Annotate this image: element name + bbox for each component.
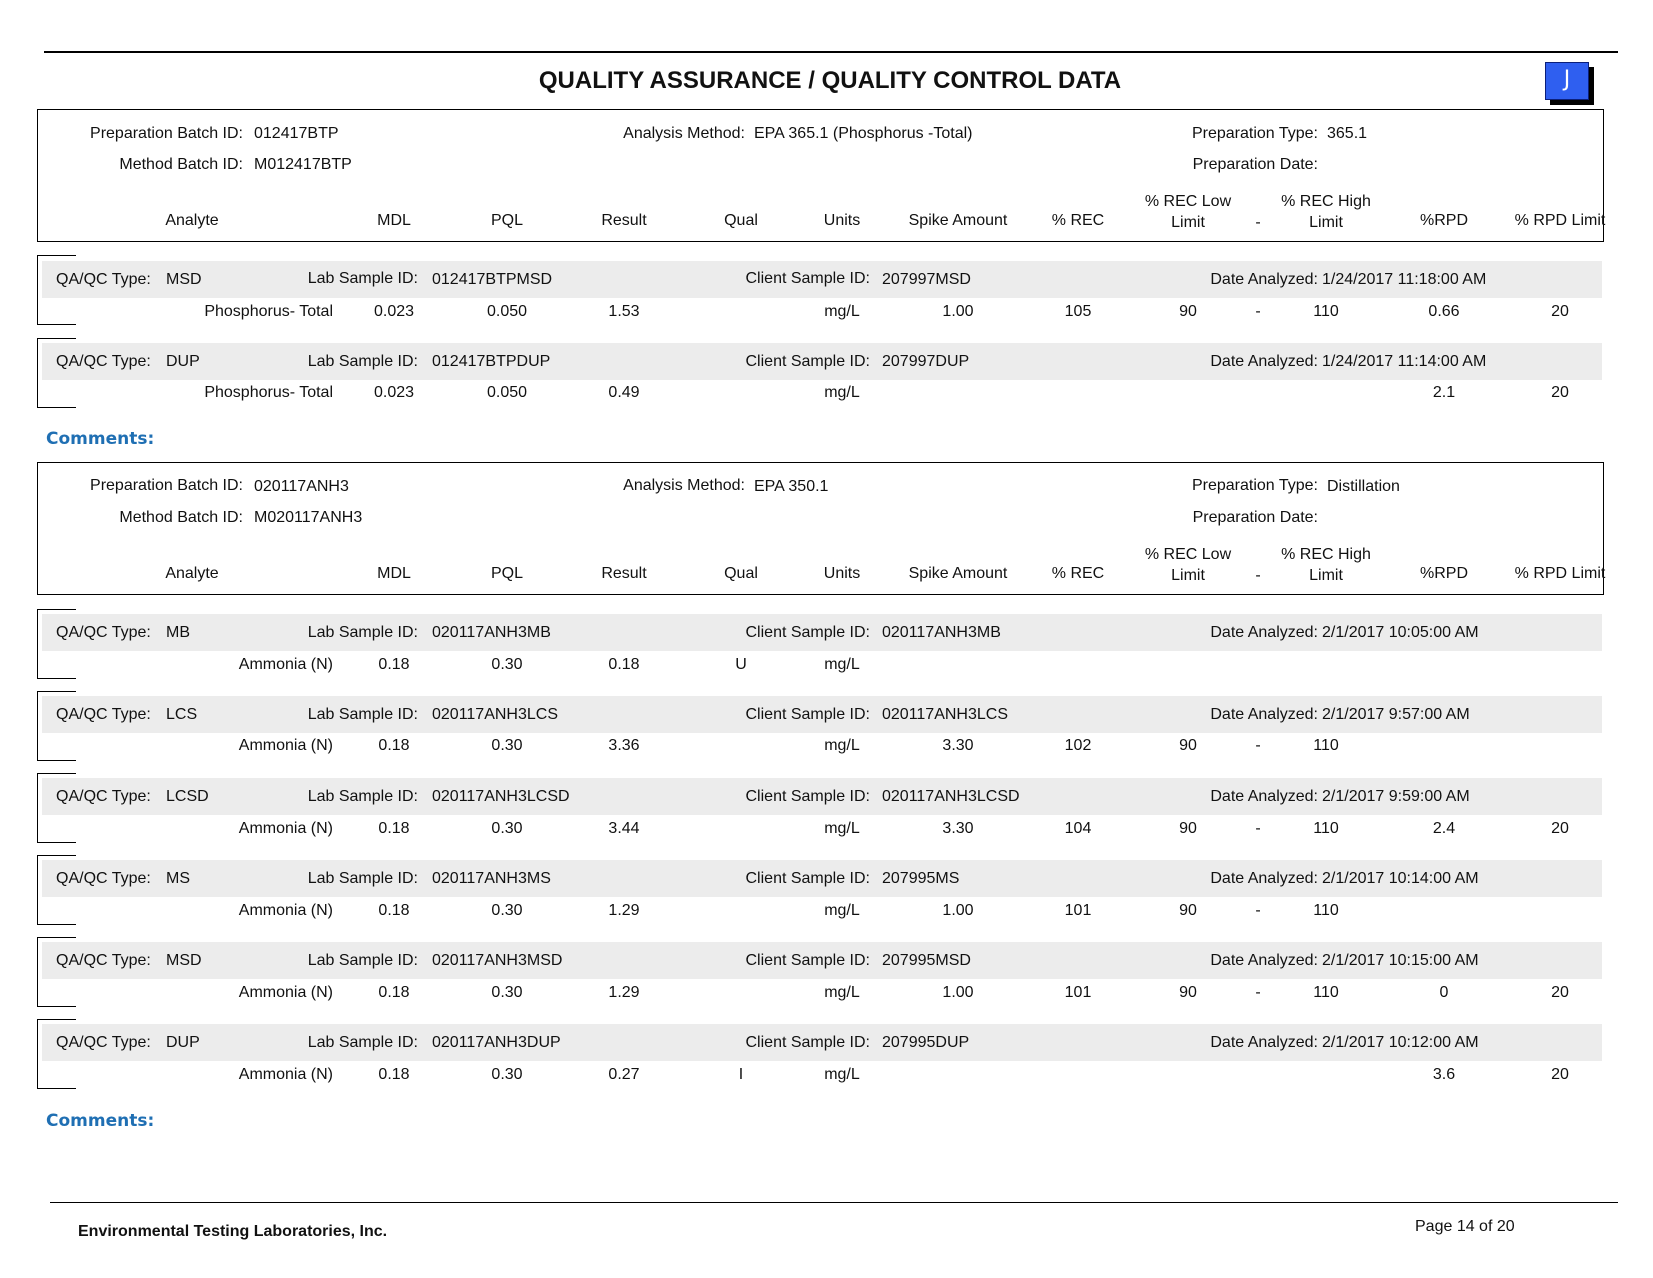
cell-qual: I xyxy=(738,1066,744,1083)
cell-units: mg/L xyxy=(824,303,860,320)
cell-rpd: 2.1 xyxy=(1432,384,1456,401)
date-analyzed-label: Date Analyzed: xyxy=(1210,788,1318,805)
cell-mdl: 0.18 xyxy=(378,820,410,837)
col-result: Result xyxy=(601,212,647,229)
cell-low: 90 xyxy=(1179,737,1197,754)
col-rpd-limit: % RPD Limit xyxy=(1514,565,1606,582)
cell-pql: 0.050 xyxy=(486,303,528,320)
cell-result: 1.53 xyxy=(608,303,640,320)
col-result: Result xyxy=(601,565,647,582)
date-analyzed-value: 1/24/2017 11:14:00 AM xyxy=(1322,353,1487,370)
prep-date-label: Preparation Date: xyxy=(1192,509,1318,526)
date-analyzed-label: Date Analyzed: xyxy=(1210,353,1318,370)
qaqc-type-label: QA/QC Type: xyxy=(56,788,151,805)
comments-label: Comments: xyxy=(46,429,155,449)
lab-sample-id-label: Lab Sample ID: xyxy=(307,1034,418,1051)
date-analyzed-value: 2/1/2017 10:05:00 AM xyxy=(1322,624,1479,641)
prep-type-label: Preparation Type: xyxy=(1191,477,1318,494)
date-analyzed-value: 2/1/2017 10:14:00 AM xyxy=(1322,870,1479,887)
client-sample-id-value: 207997MSD xyxy=(882,271,971,288)
lab-sample-id-label: Lab Sample ID: xyxy=(307,952,418,969)
col-rpd-limit: % RPD Limit xyxy=(1514,212,1606,229)
prep-type-value: 365.1 xyxy=(1327,125,1368,142)
cell-rpd-limit: 20 xyxy=(1551,303,1569,320)
top-rule xyxy=(44,51,1618,53)
cell-rec: 102 xyxy=(1064,737,1092,754)
cell-result: 1.29 xyxy=(608,984,640,1001)
cell-rec: 105 xyxy=(1064,303,1092,320)
cell-mdl: 0.18 xyxy=(378,737,410,754)
client-sample-id-label: Client Sample ID: xyxy=(745,870,870,887)
page-number: Page 14 of 20 xyxy=(1415,1218,1515,1235)
cell-spike: 1.00 xyxy=(942,984,974,1001)
client-sample-id-value: 207995DUP xyxy=(882,1034,970,1051)
cell-result: 0.27 xyxy=(608,1066,640,1083)
cell-rec: 101 xyxy=(1064,902,1092,919)
footer-rule xyxy=(50,1202,1618,1203)
prep-batch-id-label: Preparation Batch ID: xyxy=(90,125,243,142)
col-rec: % REC xyxy=(1051,212,1105,229)
col-rpd: %RPD xyxy=(1419,212,1468,229)
lab-sample-id-value: 012417BTPDUP xyxy=(432,353,551,370)
qaqc-type-value: LCSD xyxy=(166,788,209,805)
cell-pql: 0.30 xyxy=(491,656,523,673)
col-qual: Qual xyxy=(724,565,758,582)
lab-sample-id-value: 020117ANH3MSD xyxy=(432,952,563,969)
cell-low: 90 xyxy=(1179,820,1197,837)
cell-analyte: Ammonia (N) xyxy=(238,656,333,673)
client-sample-id-label: Client Sample ID: xyxy=(745,952,870,969)
lab-sample-id-value: 020117ANH3MB xyxy=(432,624,551,641)
cell-analyte: Ammonia (N) xyxy=(238,1066,333,1083)
cell-analyte: Ammonia (N) xyxy=(238,737,333,754)
prep-date-label: Preparation Date: xyxy=(1192,156,1318,173)
col-dash: - xyxy=(1255,214,1261,231)
cell-result: 0.49 xyxy=(608,384,640,401)
client-sample-id-value: 020117ANH3LCSD xyxy=(882,788,1020,805)
date-analyzed-label: Date Analyzed: xyxy=(1210,624,1318,641)
cell-rpd: 0.66 xyxy=(1428,303,1460,320)
analysis-method-label: Analysis Method: xyxy=(623,477,745,494)
cell-spike: 1.00 xyxy=(942,902,974,919)
cell-rec: 101 xyxy=(1064,984,1092,1001)
col-rec-high-2: Limit xyxy=(1309,214,1343,231)
cell-units: mg/L xyxy=(824,737,860,754)
cell-dash: - xyxy=(1255,820,1261,837)
qaqc-type-value: LCS xyxy=(166,706,198,723)
qaqc-type-label: QA/QC Type: xyxy=(56,952,151,969)
cell-rpd-limit: 20 xyxy=(1551,820,1569,837)
col-spike: Spike Amount xyxy=(908,565,1008,582)
cell-spike: 1.00 xyxy=(942,303,974,320)
analysis-method-value: EPA 365.1 (Phosphorus -Total) xyxy=(754,125,973,142)
cell-analyte: Phosphorus- Total xyxy=(204,384,333,401)
qaqc-type-label: QA/QC Type: xyxy=(56,624,151,641)
cell-dash: - xyxy=(1255,902,1261,919)
cell-qual: U xyxy=(735,656,747,673)
qaqc-type-label: QA/QC Type: xyxy=(56,353,151,370)
cell-units: mg/L xyxy=(824,902,860,919)
cell-units: mg/L xyxy=(824,384,860,401)
qaqc-type-label: QA/QC Type: xyxy=(56,870,151,887)
cell-spike: 3.30 xyxy=(942,737,974,754)
client-sample-id-value: 207995MS xyxy=(882,870,960,887)
col-mdl: MDL xyxy=(377,565,411,582)
date-analyzed-label: Date Analyzed: xyxy=(1210,271,1318,288)
cell-pql: 0.30 xyxy=(491,984,523,1001)
lab-sample-id-label: Lab Sample ID: xyxy=(307,624,418,641)
client-sample-id-label: Client Sample ID: xyxy=(745,270,870,287)
col-units: Units xyxy=(823,212,861,229)
cell-pql: 0.30 xyxy=(491,737,523,754)
date-analyzed-value: 2/1/2017 10:15:00 AM xyxy=(1322,952,1479,969)
cell-mdl: 0.18 xyxy=(378,984,410,1001)
cell-mdl: 0.023 xyxy=(373,303,415,320)
cell-result: 3.36 xyxy=(608,737,640,754)
cell-pql: 0.30 xyxy=(491,902,523,919)
client-sample-id-value: 020117ANH3MB xyxy=(882,624,1001,641)
qaqc-type-label: QA/QC Type: xyxy=(56,706,151,723)
client-sample-id-label: Client Sample ID: xyxy=(745,353,870,370)
date-analyzed-label: Date Analyzed: xyxy=(1210,870,1318,887)
cell-mdl: 0.18 xyxy=(378,902,410,919)
client-sample-id-value: 020117ANH3LCS xyxy=(882,706,1009,723)
lab-sample-id-value: 020117ANH3LCS xyxy=(432,706,559,723)
cell-units: mg/L xyxy=(824,820,860,837)
cell-analyte: Phosphorus- Total xyxy=(204,303,333,320)
method-batch-id-value: M020117ANH3 xyxy=(254,509,363,526)
col-pql: PQL xyxy=(490,565,523,582)
client-sample-id-label: Client Sample ID: xyxy=(745,1034,870,1051)
qaqc-type-value: DUP xyxy=(166,353,200,370)
lab-sample-id-label: Lab Sample ID: xyxy=(307,706,418,723)
cell-dash: - xyxy=(1255,737,1261,754)
cell-rpd: 3.6 xyxy=(1432,1066,1456,1083)
date-analyzed-value: 1/24/2017 11:18:00 AM xyxy=(1322,271,1487,288)
col-rec-high-2: Limit xyxy=(1309,567,1343,584)
col-analyte: Analyte xyxy=(165,565,219,582)
date-analyzed-value: 2/1/2017 9:57:00 AM xyxy=(1322,706,1470,723)
client-sample-id-label: Client Sample ID: xyxy=(745,788,870,805)
cell-rpd-limit: 20 xyxy=(1551,384,1569,401)
prep-type-label: Preparation Type: xyxy=(1191,125,1318,142)
prep-type-value: Distillation xyxy=(1327,478,1400,495)
method-batch-id-value: M012417BTP xyxy=(254,156,352,173)
cell-rpd: 0 xyxy=(1439,984,1449,1001)
lab-sample-id-value: 020117ANH3MS xyxy=(432,870,551,887)
col-mdl: MDL xyxy=(377,212,411,229)
lab-sample-id-label: Lab Sample ID: xyxy=(307,270,418,287)
cell-high: 110 xyxy=(1313,820,1339,837)
lab-sample-id-label: Lab Sample ID: xyxy=(307,353,418,370)
cell-analyte: Ammonia (N) xyxy=(238,902,333,919)
col-rec-low-2: Limit xyxy=(1171,567,1205,584)
cell-low: 90 xyxy=(1179,984,1197,1001)
client-sample-id-value: 207995MSD xyxy=(882,952,971,969)
prep-batch-id-value: 020117ANH3 xyxy=(254,478,349,495)
cell-mdl: 0.023 xyxy=(373,384,415,401)
qaqc-type-value: MSD xyxy=(166,952,202,969)
date-analyzed-label: Date Analyzed: xyxy=(1210,1034,1318,1051)
col-analyte: Analyte xyxy=(165,212,219,229)
cell-rpd-limit: 20 xyxy=(1551,1066,1569,1083)
date-analyzed-value: 2/1/2017 9:59:00 AM xyxy=(1322,788,1470,805)
cell-result: 3.44 xyxy=(608,820,640,837)
lab-sample-id-value: 012417BTPMSD xyxy=(432,271,553,288)
cell-analyte: Ammonia (N) xyxy=(238,984,333,1001)
cell-dash: - xyxy=(1255,984,1261,1001)
cell-mdl: 0.18 xyxy=(378,1066,410,1083)
client-sample-id-value: 207997DUP xyxy=(882,353,970,370)
analysis-method-value: EPA 350.1 xyxy=(754,478,829,495)
cell-rpd-limit: 20 xyxy=(1551,984,1569,1001)
lab-sample-id-label: Lab Sample ID: xyxy=(307,870,418,887)
cell-result: 0.18 xyxy=(608,656,640,673)
col-rec: % REC xyxy=(1051,565,1105,582)
lab-sample-id-value: 020117ANH3DUP xyxy=(432,1034,561,1051)
date-analyzed-label: Date Analyzed: xyxy=(1210,706,1318,723)
cell-result: 1.29 xyxy=(608,902,640,919)
cell-units: mg/L xyxy=(824,984,860,1001)
lab-sample-id-value: 020117ANH3LCSD xyxy=(432,788,570,805)
qaqc-type-value: MB xyxy=(166,624,190,641)
cell-analyte: Ammonia (N) xyxy=(238,820,333,837)
col-pql: PQL xyxy=(490,212,523,229)
date-analyzed-label: Date Analyzed: xyxy=(1210,952,1318,969)
cell-dash: - xyxy=(1255,303,1261,320)
prep-batch-id-value: 012417BTP xyxy=(254,125,339,142)
j-flag-icon: J xyxy=(1545,62,1589,100)
cell-high: 110 xyxy=(1313,303,1339,320)
cell-rpd: 2.4 xyxy=(1432,820,1456,837)
qaqc-type-value: DUP xyxy=(166,1034,200,1051)
col-rec-low-2: Limit xyxy=(1171,214,1205,231)
date-analyzed-value: 2/1/2017 10:12:00 AM xyxy=(1322,1034,1479,1051)
lab-sample-id-label: Lab Sample ID: xyxy=(307,788,418,805)
cell-high: 110 xyxy=(1313,902,1339,919)
analysis-method-label: Analysis Method: xyxy=(623,125,745,142)
cell-rec: 104 xyxy=(1064,820,1092,837)
cell-low: 90 xyxy=(1179,303,1197,320)
cell-spike: 3.30 xyxy=(942,820,974,837)
cell-mdl: 0.18 xyxy=(378,656,410,673)
col-qual: Qual xyxy=(724,212,758,229)
prep-batch-id-label: Preparation Batch ID: xyxy=(90,477,243,494)
qaqc-type-label: QA/QC Type: xyxy=(56,1034,151,1051)
cell-low: 90 xyxy=(1179,902,1197,919)
cell-units: mg/L xyxy=(824,1066,860,1083)
method-batch-id-label: Method Batch ID: xyxy=(119,509,243,526)
cell-units: mg/L xyxy=(824,656,860,673)
col-units: Units xyxy=(823,565,861,582)
qaqc-type-value: MS xyxy=(166,870,190,887)
col-rec-low: % REC Low xyxy=(1144,546,1232,563)
col-spike: Spike Amount xyxy=(908,212,1008,229)
qaqc-type-label: QA/QC Type: xyxy=(56,271,151,288)
col-dash: - xyxy=(1255,567,1261,584)
client-sample-id-label: Client Sample ID: xyxy=(745,624,870,641)
qaqc-type-value: MSD xyxy=(166,271,202,288)
comments-label: Comments: xyxy=(46,1111,155,1131)
cell-high: 110 xyxy=(1313,984,1339,1001)
col-rpd: %RPD xyxy=(1419,565,1468,582)
cell-pql: 0.050 xyxy=(486,384,528,401)
cell-pql: 0.30 xyxy=(491,1066,523,1083)
page-title: QUALITY ASSURANCE / QUALITY CONTROL DATA xyxy=(538,67,1122,94)
col-rec-high: % REC High xyxy=(1281,193,1371,210)
col-rec-low: % REC Low xyxy=(1144,193,1232,210)
client-sample-id-label: Client Sample ID: xyxy=(745,706,870,723)
col-rec-high: % REC High xyxy=(1281,546,1371,563)
method-batch-id-label: Method Batch ID: xyxy=(119,156,243,173)
footer-company: Environmental Testing Laboratories, Inc. xyxy=(78,1223,388,1240)
cell-high: 110 xyxy=(1313,737,1339,754)
cell-pql: 0.30 xyxy=(491,820,523,837)
